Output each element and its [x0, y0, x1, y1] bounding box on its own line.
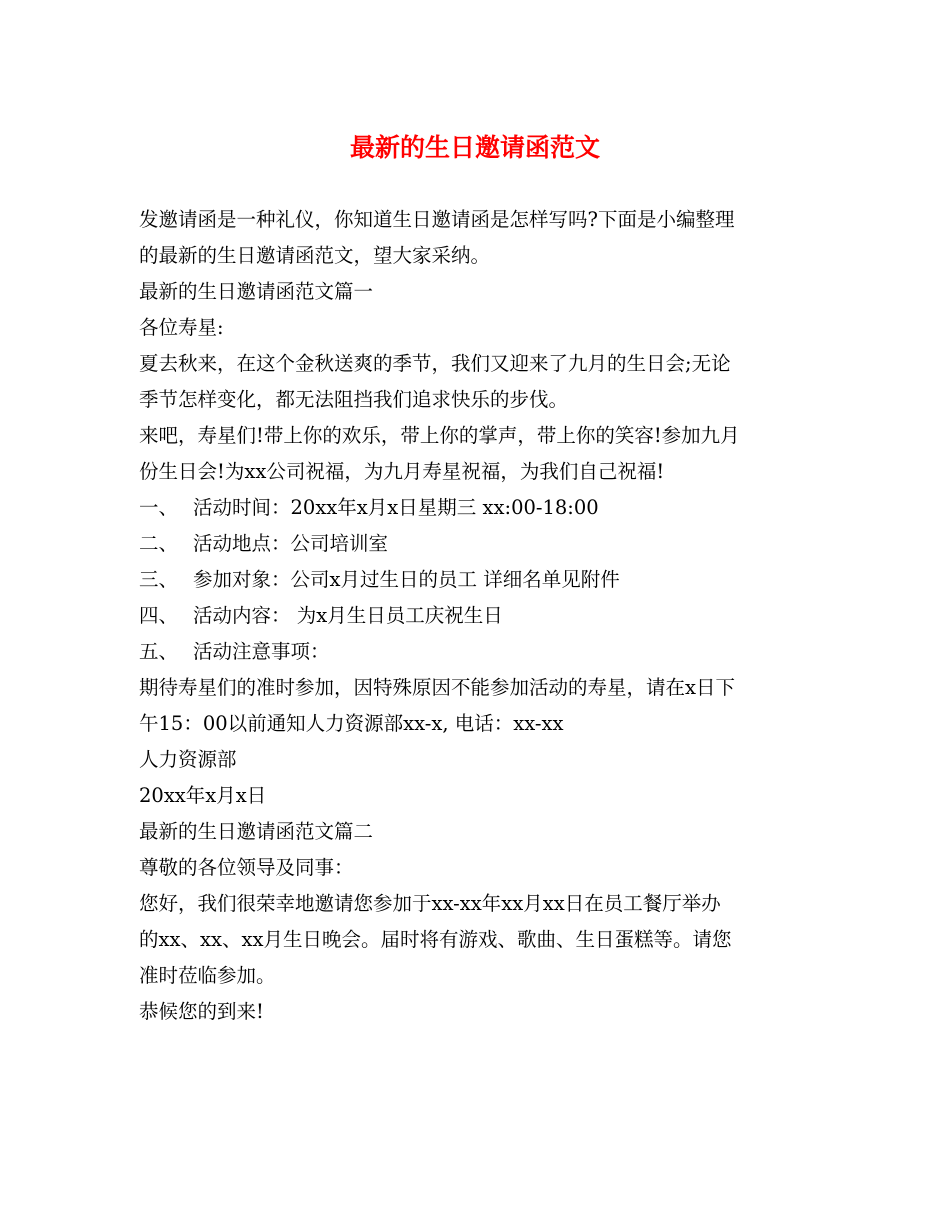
notice-line-2: 午15：00以前通知人力资源部xx-x, 电话：xx-xx	[139, 712, 564, 735]
section1-paragraph1-line-2: 季节怎样变化，都无法阻挡我们追求快乐的步伐。	[139, 388, 569, 411]
list-item-number: 四、	[139, 604, 179, 627]
section2-paragraph-line-2: 的xx、xx、xx月生日晚会。届时将有游戏、歌曲、生日蛋糕等。请您	[139, 928, 732, 951]
document-body	[139, 202, 819, 1030]
list-item	[139, 562, 819, 598]
list-item-text: 活动时间：20xx年x月x日星期三 xx:00-18:00	[193, 496, 599, 519]
section2-closing: 恭候您的到来!	[139, 1000, 264, 1023]
section1-paragraph1-line-1: 夏去秋来，在这个金秋送爽的季节，我们又迎来了九月的生日会;无论	[139, 352, 731, 375]
list-item-number: 三、	[139, 568, 179, 591]
list-item-number: 一、	[139, 496, 179, 519]
signature-date: 20xx年x月x日	[139, 784, 267, 807]
list-item-number: 五、	[139, 640, 179, 663]
list-item	[139, 634, 819, 670]
signature-department: 人力资源部	[139, 748, 237, 771]
section1-paragraph2-line-1: 来吧，寿星们!带上你的欢乐，带上你的掌声，带上你的笑容!参加九月	[139, 424, 740, 447]
section1-heading: 最新的生日邀请函范文篇一	[139, 280, 374, 303]
notice-line-1: 期待寿星们的准时参加，因特殊原因不能参加活动的寿星，请在x日下	[139, 676, 735, 699]
section1-greeting: 各位寿星:	[139, 316, 224, 339]
list-item	[139, 598, 819, 634]
section1-paragraph2-line-2: 份生日会!为xx公司祝福，为九月寿星祝福，为我们自己祝福!	[139, 460, 665, 483]
section2-heading: 最新的生日邀请函范文篇二	[139, 820, 374, 843]
section2-paragraph-line-1: 您好，我们很荣幸地邀请您参加于xx-xx年xx月xx日在员工餐厅举办	[139, 892, 721, 915]
list-item-text: 活动内容： 为x月生日员工庆祝生日	[193, 604, 503, 627]
list-item	[139, 490, 819, 526]
list-item-text: 活动地点：公司培训室	[193, 532, 389, 555]
list-item	[139, 526, 819, 562]
intro-line-1: 发邀请函是一种礼仪，你知道生日邀请函是怎样写吗?下面是小编整理	[139, 208, 735, 231]
intro-line-2: 的最新的生日邀请函范文，望大家采纳。	[139, 244, 491, 267]
section2-greeting: 尊敬的各位领导及同事：	[139, 856, 354, 879]
list-item-text: 活动注意事项：	[193, 640, 330, 663]
document-title: 最新的生日邀请函范文	[349, 133, 600, 162]
list-item-number: 二、	[139, 532, 179, 555]
section2-paragraph-line-3: 准时莅临参加。	[139, 964, 276, 987]
list-item-text: 参加对象：公司x月过生日的员工 详细名单见附件	[193, 568, 620, 591]
